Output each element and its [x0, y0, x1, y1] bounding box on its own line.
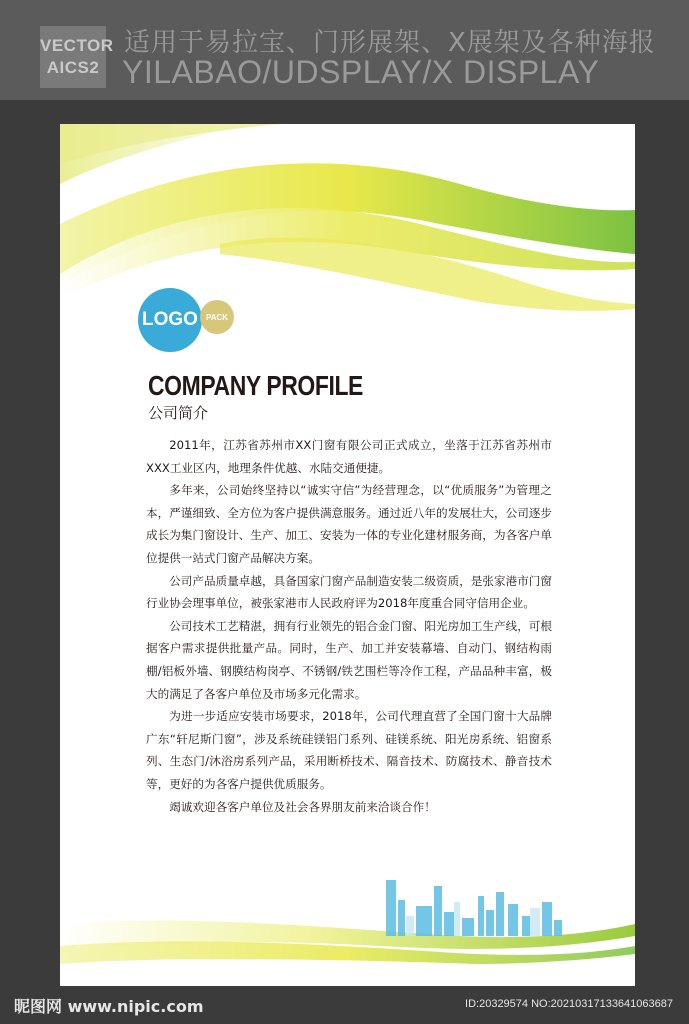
company-profile-subtitle: 公司简介 — [148, 404, 209, 422]
header-title-cn: 适用于易拉宝、门形展架、X展架及各种海报 — [124, 28, 656, 58]
logo-pack-text: PACK — [205, 312, 229, 322]
logo-text: LOGO — [142, 309, 198, 330]
paragraph: 公司产品质量卓越，具备国家门窗产品制造安装二级资质，是张家港市门窗行业协会理事单位，被张家港市人民政府评为2018年度重合同守信用企业。 — [146, 573, 552, 611]
logo-pack — [200, 300, 234, 334]
city-skyline-graphic — [378, 876, 568, 940]
footer-site: 昵图网 www.nipic.com — [14, 997, 204, 1016]
paragraph: 多年来，公司始终坚持以“诚实守信”为经营理念，以“优质服务”为管理之本，严谨细致、全方位为客户提供满意服务。通过近八年的发展壮大，公司逐步成长为集门窗设计、生产、加工、安装为一体的专业化建材服务商，为各客户单位提供一站式门窗产品解决方案。 — [146, 483, 552, 565]
profile-body — [146, 434, 552, 818]
badge-line1: VECTOR — [40, 36, 114, 55]
vector-badge — [40, 26, 114, 88]
paragraph: 2011年，江苏省苏州市XX门窗有限公司正式成立，坐落于江苏省苏州市XXX工业区内，地理条件优越、水陆交通便捷。 — [146, 438, 552, 475]
paragraph: 为进一步适应安装市场要求，2018年，公司代理直营了全国门窗十大品牌广东“轩尼斯门窗”，涉及系统硅镁铝门系列、硅镁系统、阳光房系统、铝窗系列、生态门/沐浴房系列产品，采用断桥技术、隔音技术、防腐技术、静音技术等，更好的为各客户提供优质服务。 — [146, 709, 552, 791]
header-bar — [0, 0, 689, 100]
footer-id: ID:20329574 NO:20210317133641063687 — [465, 998, 673, 1010]
paragraph: 竭诚欢迎各客户单位及社会各界朋友前来洽谈合作！ — [169, 799, 436, 814]
company-profile-title: COMPANY PROFILE — [148, 370, 363, 401]
badge-line2: AICS2 — [46, 58, 100, 77]
poster — [60, 124, 635, 986]
logo — [138, 288, 202, 352]
header-title-en: YILABAO/UDSPLAY/X DISPLAY — [122, 54, 600, 90]
paragraph: 公司技术工艺精湛，拥有行业领先的铝合金门窗、阳光房加工生产线，可根据客户需求提供批量产品。同时，生产、加工并安装幕墙、自动门、钢结构雨棚/铝板外墙、钢膜结构岗亭、不锈钢/铁艺围栏等冷作工程，产品品种丰富，极大的满足了各客户单位及市场多元化需求。 — [146, 618, 552, 701]
